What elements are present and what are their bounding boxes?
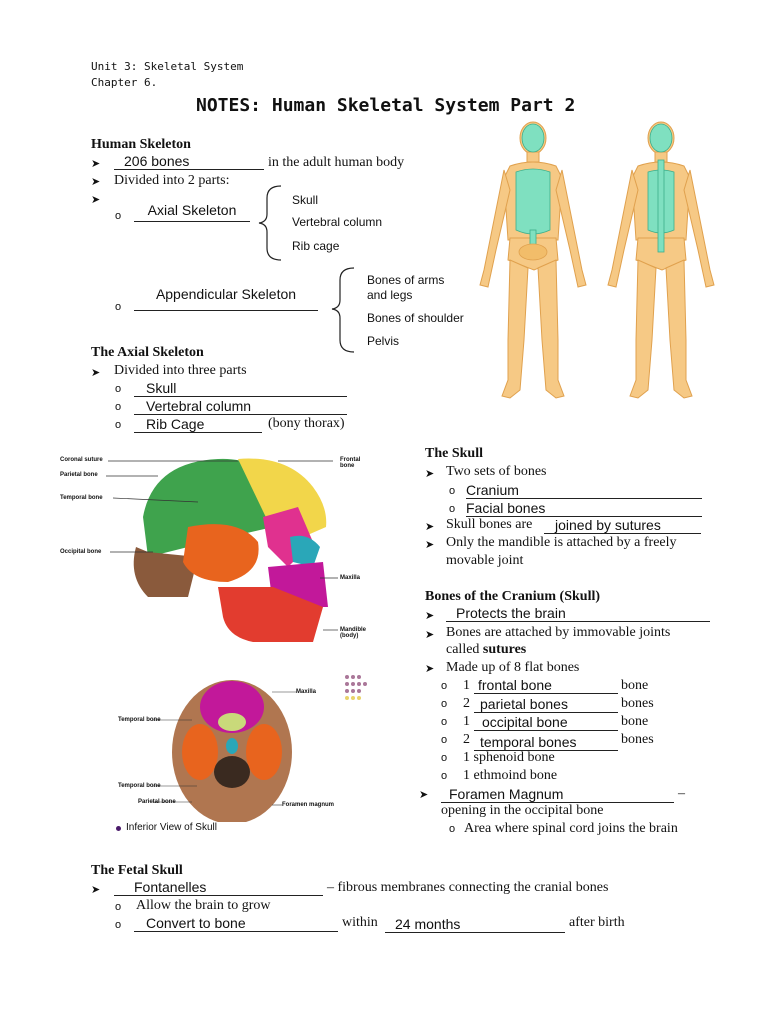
arrow-icon: ➤ <box>91 883 101 896</box>
answer-axial-skeleton: Axial Skeleton <box>134 203 250 222</box>
axial-part-skull: Skull <box>292 193 319 207</box>
answer-joined-sutures: joined by sutures <box>544 518 701 534</box>
suffix-frontal: bone <box>621 678 649 693</box>
label-coronal: Coronal suture <box>60 457 103 463</box>
skull-inferior-figure <box>112 672 368 842</box>
axial-part-ribcage: Rib cage <box>292 239 340 253</box>
axial-part-vertebral: Vertebral column <box>292 215 383 229</box>
label-inferior-temporal: Temporal bone <box>118 717 161 723</box>
arrow-icon: ➤ <box>425 628 435 641</box>
circle-bullet: o <box>449 485 456 497</box>
within-text: within <box>342 915 378 930</box>
circle-bullet: o <box>449 503 456 515</box>
answer-temporal-bones: temporal bones <box>474 735 618 751</box>
arrow-icon: ➤ <box>91 366 101 379</box>
arrow-icon: ➤ <box>425 467 435 480</box>
temporal-region <box>183 524 259 582</box>
answer-24-months: 24 months <box>385 917 565 933</box>
brace-appendicular <box>328 266 358 354</box>
circle-bullet: o <box>115 401 122 413</box>
suffix-occipital: bone <box>621 714 649 729</box>
cranium-heading: Bones of the Cranium (Skull) <box>425 589 601 604</box>
arrow-icon: ➤ <box>425 520 435 533</box>
unit-label: Unit 3: Skeletal System <box>91 60 244 73</box>
count-occipital: 1 <box>463 714 470 729</box>
divided-two-text: Divided into 2 parts: <box>114 173 230 188</box>
human-skeleton-heading: Human Skeleton <box>91 137 191 152</box>
circle-bullet: o <box>441 716 448 728</box>
foramen-dash: – <box>678 786 685 801</box>
answer-parietal-bones: parietal bones <box>474 697 618 713</box>
spinal-cord-text: Area where spinal cord joins the brain <box>464 821 678 836</box>
append-part-legs: and legs <box>367 288 413 302</box>
label-inferior-maxilla: Maxilla <box>296 689 317 695</box>
ethmoind-text: 1 ethmoind bone <box>463 768 558 783</box>
after-birth-text: after birth <box>569 915 625 930</box>
answer-foramen-magnum: Foramen Magnum <box>441 787 674 803</box>
append-part-arms: Bones of arms <box>367 273 445 287</box>
append-part-shoulder: Bones of shoulder <box>367 311 464 325</box>
label-foramen-magnum: Foramen magnum <box>282 802 335 808</box>
label-mandible: Mandible (body) <box>340 627 367 639</box>
circle-bullet: o <box>115 419 122 431</box>
axial-heading: The Axial Skeleton <box>91 345 204 360</box>
sphenoid-text: 1 sphenoid bone <box>463 750 555 765</box>
label-inferior-temporal-2: Temporal bone <box>118 783 161 789</box>
answer-cranium: Cranium <box>466 483 702 499</box>
answer-occipital-bone: occipital bone <box>474 715 618 731</box>
nasal-region <box>290 536 320 567</box>
caption-bullet <box>116 826 121 831</box>
arrow-icon: ➤ <box>91 175 101 188</box>
arrow-icon: ➤ <box>419 788 429 801</box>
foramen-magnum-shape <box>214 756 250 788</box>
page-title: NOTES: Human Skeletal System Part 2 <box>196 95 576 116</box>
two-sets-text: Two sets of bones <box>446 464 547 479</box>
label-temporal: Temporal bone <box>60 495 103 501</box>
adult-body-text: in the adult human body <box>268 155 405 170</box>
answer-frontal-bone: frontal bone <box>474 678 618 694</box>
immovable-joints-text: Bones are attached by immovable joints <box>446 625 671 640</box>
answer-vertebral: Vertebral column <box>134 399 347 415</box>
allow-brain-grow-text: Allow the brain to grow <box>136 898 271 913</box>
arrow-icon: ➤ <box>425 609 435 622</box>
skull-heading: The Skull <box>425 446 483 461</box>
count-frontal: 1 <box>463 678 470 693</box>
answer-ribcage: Rib Cage <box>134 417 262 433</box>
answer-206-bones: 206 bones <box>114 154 264 170</box>
arrow-icon: ➤ <box>91 157 101 170</box>
suffix-temporal: bones <box>621 732 654 747</box>
circle-bullet: o <box>449 823 456 835</box>
count-temporal: 2 <box>463 732 470 747</box>
label-occipital: Occipital bone <box>60 549 102 555</box>
circle-bullet: o <box>115 901 122 913</box>
three-parts-text: Divided into three parts <box>114 363 247 378</box>
eight-flat-bones-text: Made up of 8 flat bones <box>446 660 580 675</box>
circle-bullet: o <box>115 919 122 931</box>
fetal-heading: The Fetal Skull <box>91 863 183 878</box>
circle-bullet: o <box>441 770 448 782</box>
circle-bullet: o <box>441 680 448 692</box>
arrow-icon: ➤ <box>425 538 435 551</box>
answer-fontanelles: Fontanelles <box>114 880 323 896</box>
answer-convert-bone: Convert to bone <box>134 916 338 932</box>
skull-bones-are-text: Skull bones are <box>446 517 533 532</box>
answer-appendicular-skeleton: Appendicular Skeleton <box>134 287 318 311</box>
skeleton-illustration <box>470 120 730 415</box>
label-maxilla: Maxilla <box>340 575 361 581</box>
answer-protects-brain: Protects the brain <box>446 606 710 622</box>
label-inferior-parietal: Parietal bone <box>138 799 176 805</box>
answer-facial-bones: Facial bones <box>466 501 702 517</box>
opening-occipital-text: opening in the occipital bone <box>441 803 604 818</box>
bony-thorax-text: (bony thorax) <box>268 416 345 431</box>
mandible-text-1: Only the mandible is attached by a freely <box>446 535 677 550</box>
append-part-pelvis: Pelvis <box>367 334 400 348</box>
circle-bullet: o <box>115 210 122 222</box>
arrow-icon: ➤ <box>91 193 101 206</box>
arrow-icon: ➤ <box>425 662 435 675</box>
label-parietal: Parietal bone <box>60 472 98 478</box>
suffix-parietal: bones <box>621 696 654 711</box>
label-frontal: Frontal bone <box>340 457 361 469</box>
brace-axial <box>255 184 285 262</box>
circle-bullet: o <box>441 698 448 710</box>
called-sutures-text: called sutures <box>446 642 527 657</box>
inferior-caption: Inferior View of Skull <box>126 822 217 833</box>
circle-bullet: o <box>115 301 122 313</box>
mandible-text-2: movable joint <box>446 553 524 568</box>
fibrous-membranes-text: – fibrous membranes connecting the cranial bones <box>327 880 609 895</box>
answer-skull: Skull <box>134 381 347 397</box>
circle-bullet: o <box>441 734 448 746</box>
circle-bullet: o <box>441 752 448 764</box>
chapter-label: Chapter 6. <box>91 76 158 89</box>
skull-lateral-figure <box>58 447 368 652</box>
count-parietal: 2 <box>463 696 470 711</box>
circle-bullet: o <box>115 383 122 395</box>
